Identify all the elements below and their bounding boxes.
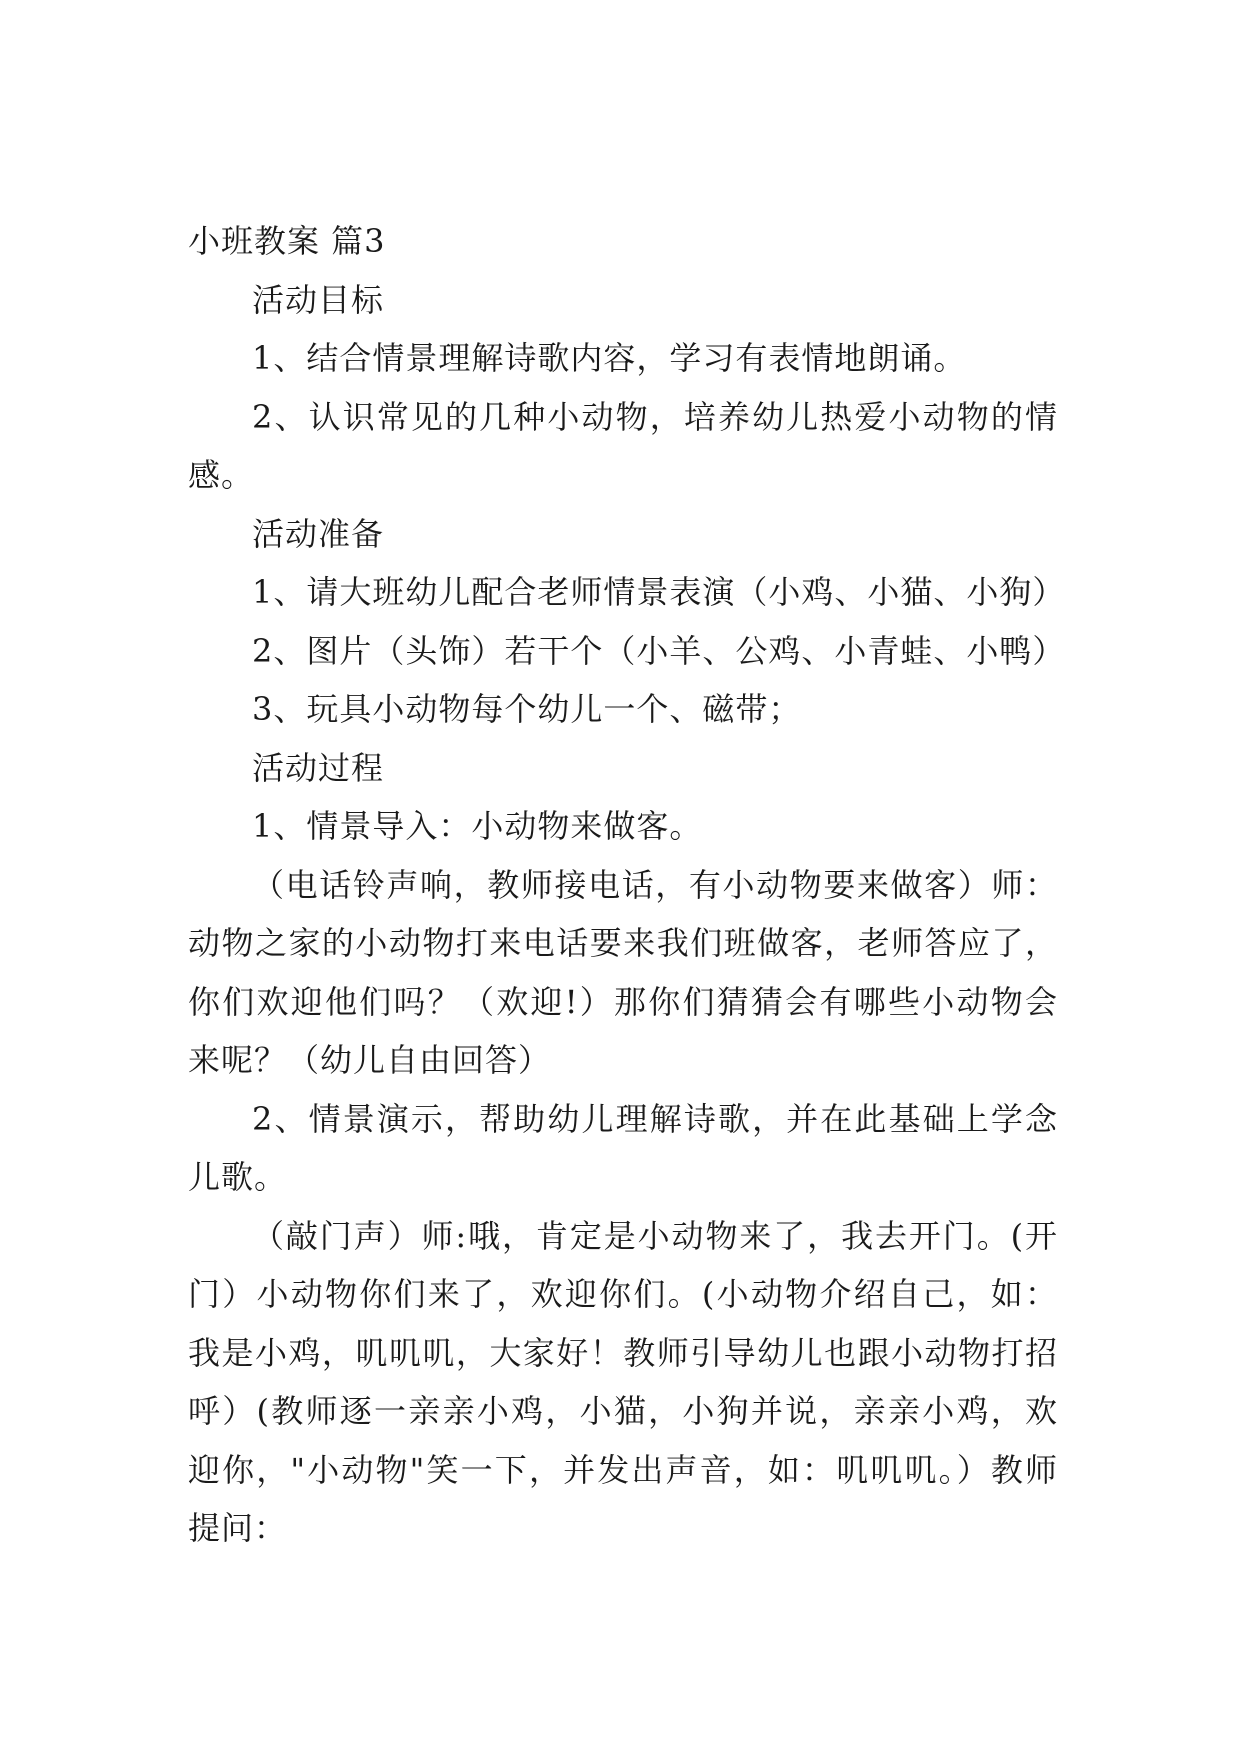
heading-activity-preparation: 活动准备 bbox=[252, 514, 385, 553]
document-body bbox=[188, 212, 1066, 1558]
preparation-item-3: 3、玩具小动物每个幼儿一个、磁带； bbox=[252, 690, 802, 728]
process-step-2: 2、情景演示，帮助幼儿理解诗歌，并在此基础上学念儿歌。 bbox=[188, 1099, 1058, 1196]
section-title: 小班教案 篇3 bbox=[188, 222, 386, 260]
process-step-1: 1、情景导入：小动物来做客。 bbox=[252, 807, 703, 845]
process-step-1-detail: （电话铃声响，教师接电话，有小动物要来做客）师：动物之家的小动物打来电话要来我们班做客，老师答应了，你们欢迎他们吗？（欢迎!）那你们猜猜会有哪些小动物会来呢？（幼儿自由回答） bbox=[188, 865, 1058, 1079]
heading-activity-goals: 活动目标 bbox=[252, 280, 385, 319]
preparation-item-1: 1、请大班幼儿配合老师情景表演（小鸡、小猫、小狗） bbox=[252, 573, 1066, 611]
heading-activity-process: 活动过程 bbox=[252, 748, 385, 787]
process-step-2-detail: （敲门声）师:哦，肯定是小动物来了，我去开门。(开门）小动物你们来了，欢迎你们。(小动物介绍自己，如：我是小鸡，叽叽叽，大家好！教师引导幼儿也跟小动物打招呼）(教师逐一亲亲小鸡，小猫，小狗并说，亲亲小鸡，欢迎你，"小动物"笑一下，并发出声音，如：叽叽叽。）教师提问： bbox=[188, 1216, 1058, 1547]
goal-item-2: 2、认识常见的几种小动物，培养幼儿热爱小动物的情感。 bbox=[188, 397, 1058, 494]
goal-item-1: 1、结合情景理解诗歌内容，学习有表情地朗诵。 bbox=[252, 339, 967, 377]
preparation-item-2: 2、图片（头饰）若干个（小羊、公鸡、小青蛙、小鸭） bbox=[252, 631, 1066, 670]
